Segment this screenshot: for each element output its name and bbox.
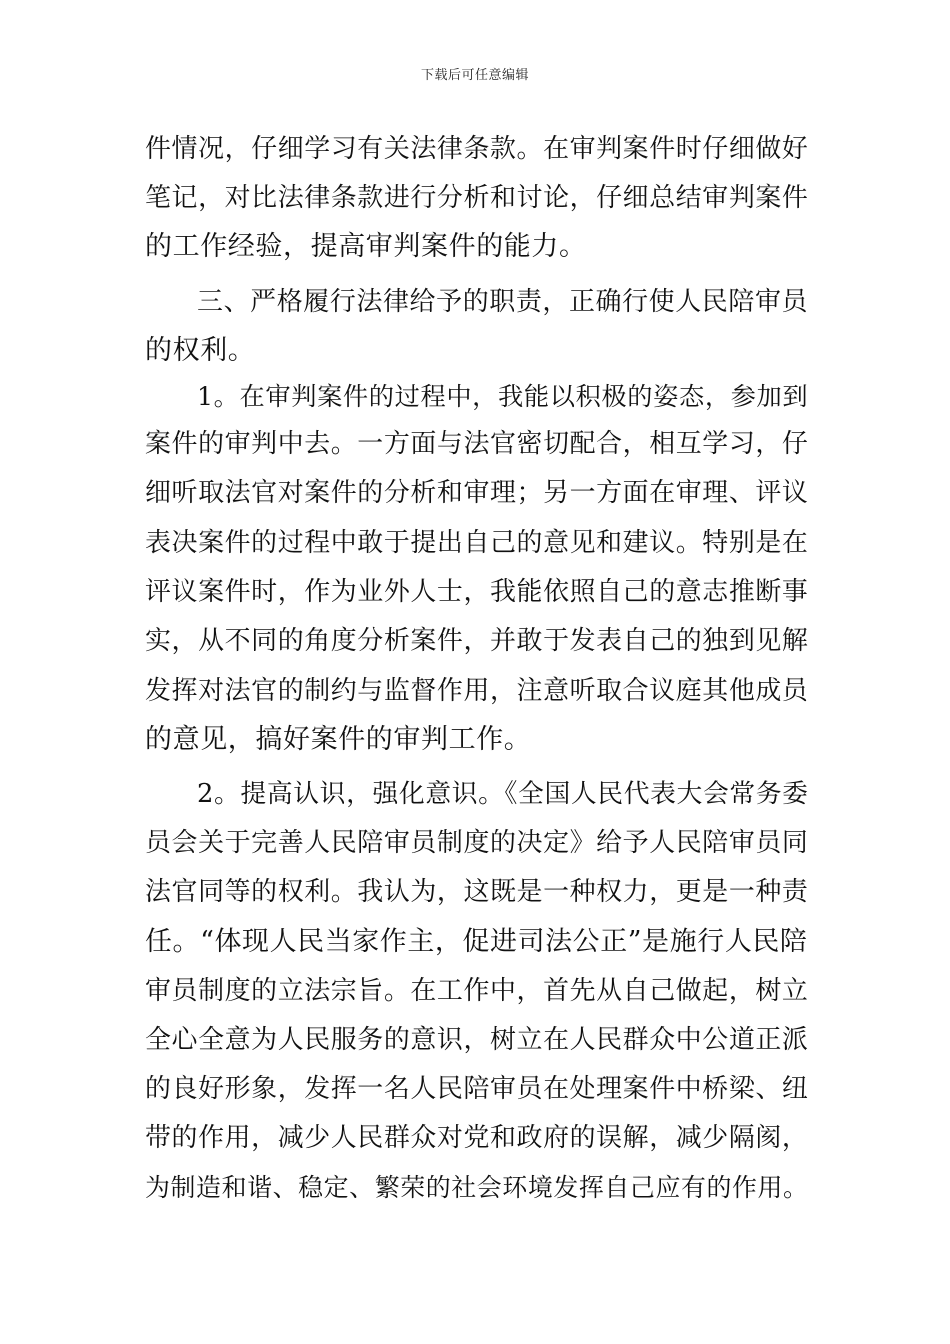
text-line: 员会关于完善人民陪审员制度的决定》给予人民陪审员同 xyxy=(145,828,809,858)
text-line: 发挥对法官的制约与监督作用，注意听取合议庭其他成员 xyxy=(145,676,809,706)
text-line: 笔记，对比法律条款进行分析和讨论，仔细总结审判案件 xyxy=(145,183,809,213)
paragraph-start: 2。提高认识，强化意识。《全国人民代表大会常务委 xyxy=(197,779,809,809)
text-line: 实，从不同的角度分析案件，并敢于发表自己的独到见解 xyxy=(145,626,809,656)
text-line: 的权利。 xyxy=(145,335,256,366)
page-header: 下载后可任意编辑 xyxy=(420,68,529,83)
text-line: 带的作用，减少人民群众对党和政府的误解，减少隔阂， xyxy=(145,1123,809,1153)
text-line: 案件的审判中去。一方面与法官密切配合，相互学习，仔 xyxy=(145,429,809,459)
text-line: 表决案件的过程中敢于提出自己的意见和建议。特别是在 xyxy=(145,528,809,558)
text-line: 评议案件时，作为业外人士，我能依照自己的意志推断事 xyxy=(145,577,809,607)
text-line: 审员制度的立法宗旨。在工作中，首先从自己做起，树立 xyxy=(145,976,809,1006)
text-line: 细听取法官对案件的分析和审理；另一方面在审理、评议 xyxy=(145,478,809,508)
text-line: 的意见，搞好案件的审判工作。 xyxy=(145,724,532,755)
text-line: 任。“体现人民当家作主，促进司法公正”是施行人民陪 xyxy=(145,926,808,957)
text-line: 的良好形象，发挥一名人民陪审员在处理案件中桥梁、纽 xyxy=(145,1074,809,1104)
text-line: 的工作经验，提高审判案件的能力。 xyxy=(145,231,587,262)
paragraph-start: 1。在审判案件的过程中，我能以积极的姿态，参加到 xyxy=(197,382,809,411)
text-line: 全心全意为人民服务的意识，树立在人民群众中公道正派 xyxy=(145,1025,809,1055)
section-heading: 三、严格履行法律给予的职责，正确行使人民陪审员 xyxy=(197,287,809,317)
text-line: 为制造和谐、稳定、繁荣的社会环境发挥自己应有的作用。 xyxy=(145,1173,809,1202)
text-line: 法官同等的权利。我认为，这既是一种权力，更是一种责 xyxy=(145,877,809,907)
text-line: 件情况，仔细学习有关法律条款。在审判案件时仔细做好 xyxy=(145,134,809,164)
